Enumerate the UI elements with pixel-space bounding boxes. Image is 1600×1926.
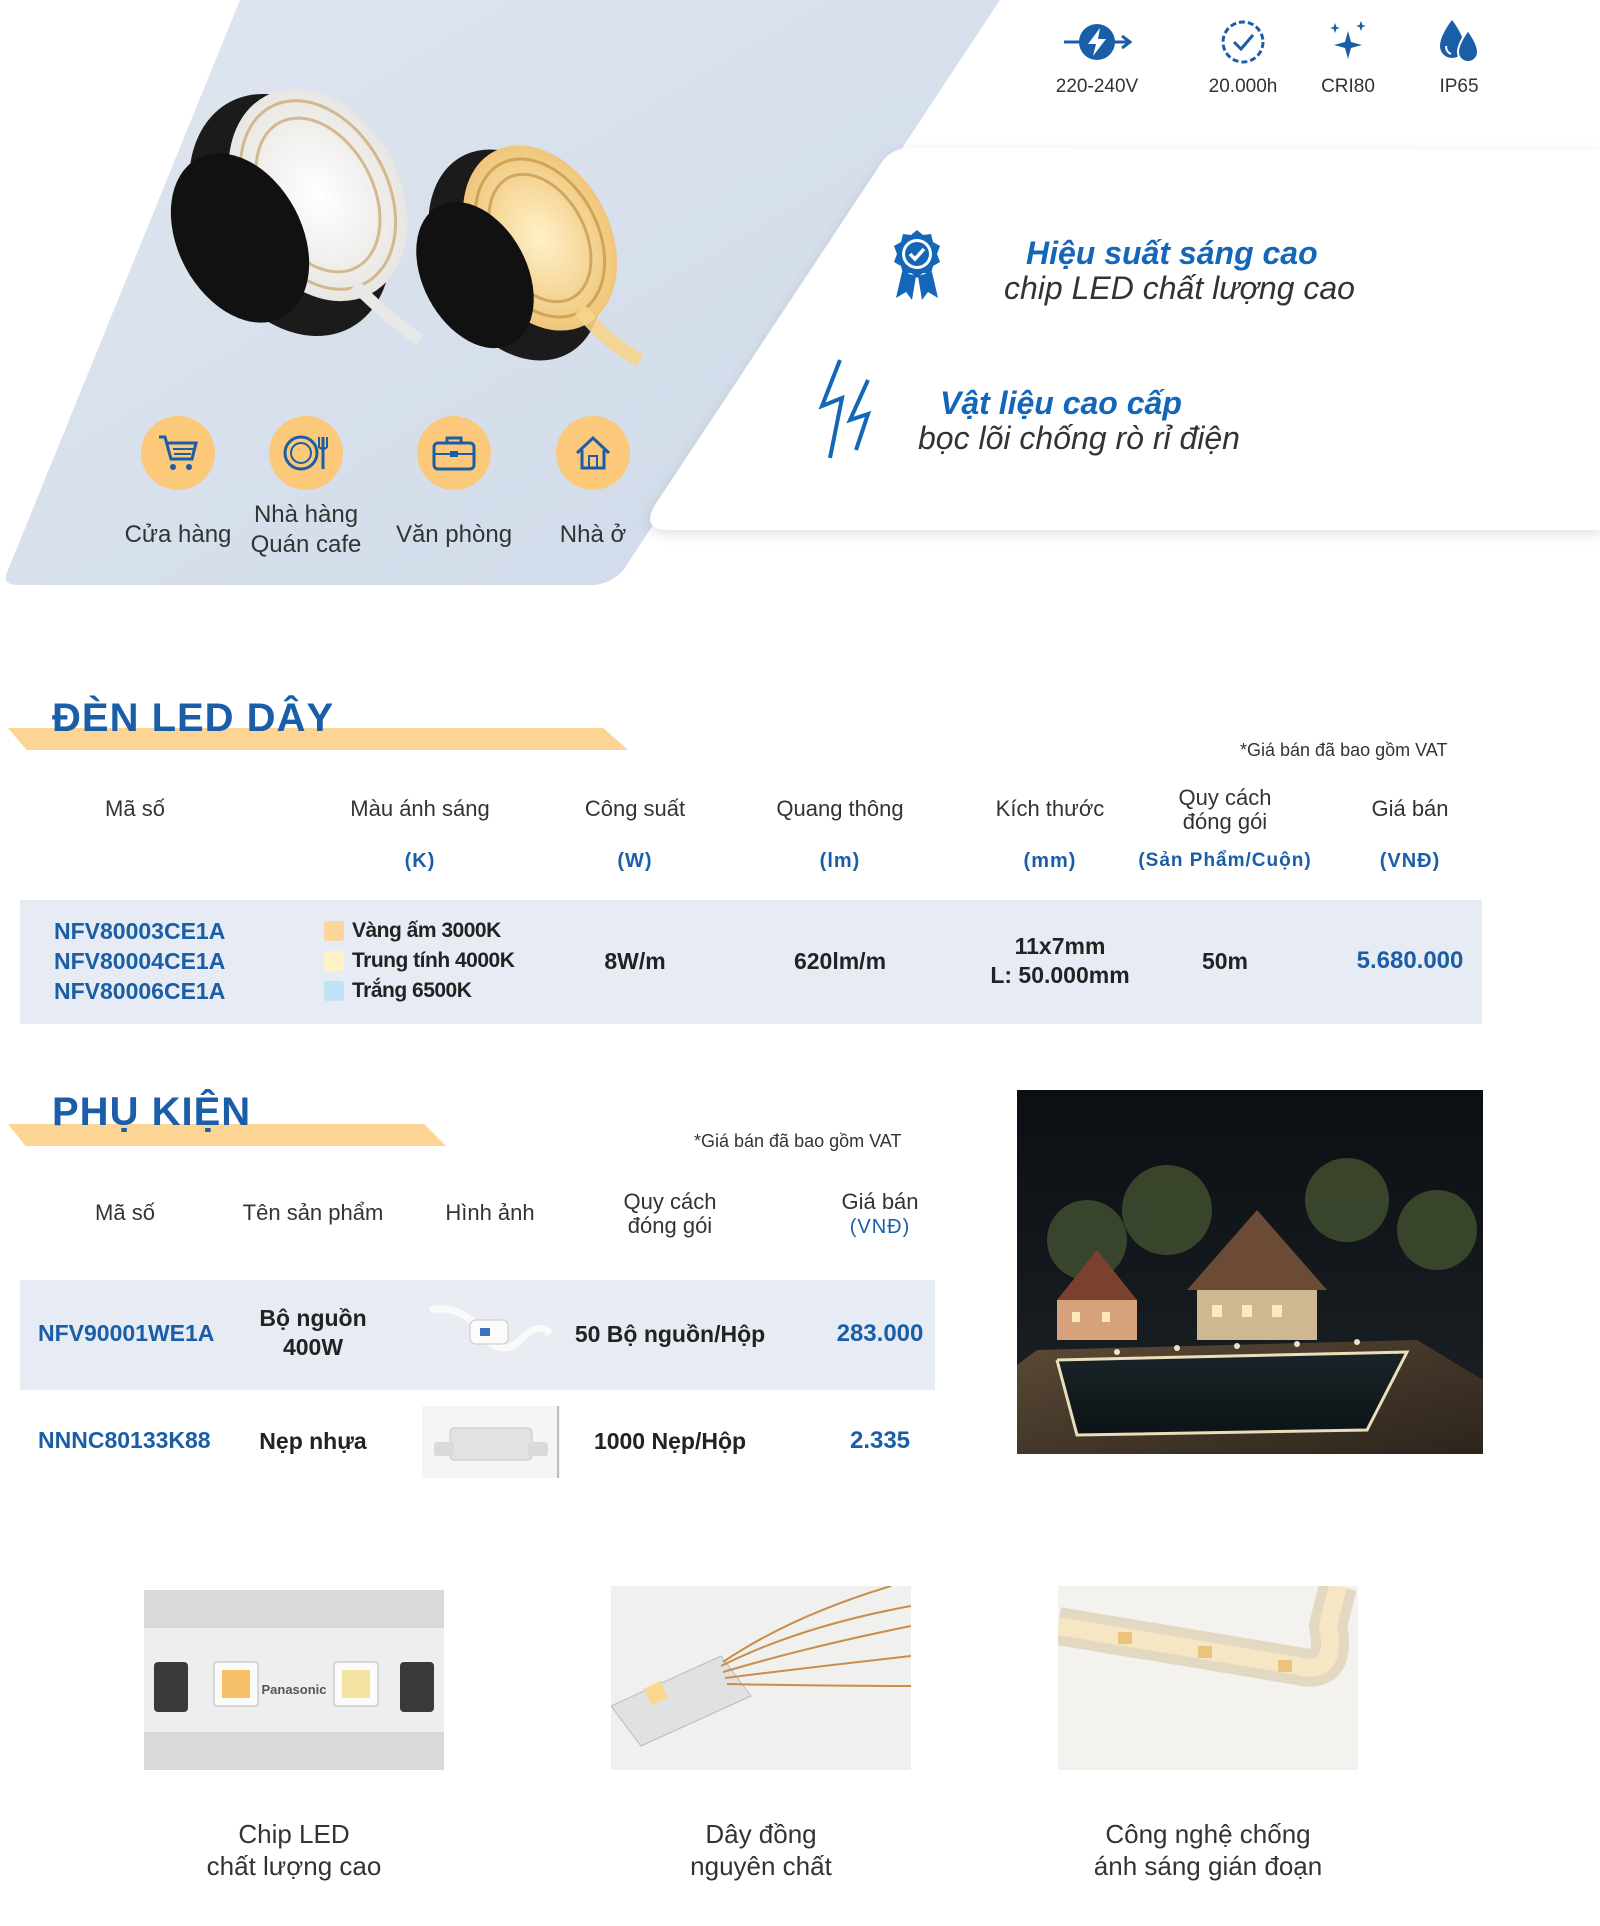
briefcase-icon — [430, 433, 478, 473]
bottom-feature-wire-line2: nguyên chất — [690, 1851, 832, 1881]
acc-name-1 — [238, 1304, 388, 1362]
bottom-feature-wire-caption — [611, 1818, 911, 1882]
acc-price-1: 283.000 — [836, 1320, 924, 1347]
led-size-line2: L: 50.000mm — [990, 962, 1130, 988]
led-vat-note: *Giá bán đã bao gồm VAT — [1240, 740, 1448, 760]
color-cool-label: Trắng 6500K — [352, 979, 472, 1002]
feature-material-title: Vật liệu cao cấp — [940, 385, 1182, 421]
usage-office-label: Văn phòng — [395, 521, 513, 548]
night-scene-photo — [1017, 1090, 1483, 1454]
led-header-size: Kích thước — [995, 796, 1105, 821]
usage-store-label: Cửa hàng — [124, 521, 232, 548]
usage-office — [389, 416, 519, 550]
led-size-line1: 11x7mm — [1014, 933, 1106, 959]
led-header-power-unit: (W) — [617, 850, 653, 872]
color-warm-swatch — [324, 921, 344, 941]
led-size — [960, 932, 1160, 990]
acc-header-price-unit: (VNĐ) — [849, 1216, 911, 1238]
acc-header-pack — [590, 1190, 750, 1238]
led-power: 8W/m — [604, 948, 666, 974]
bottom-feature-continuity-caption — [1058, 1818, 1358, 1882]
accessories-section-title: PHỤ KIỆN — [52, 1090, 252, 1134]
spec-voltage-label: 220-240V — [1055, 76, 1139, 97]
lifetime-clock-icon — [1218, 17, 1268, 67]
led-header-flux-unit: (lm) — [819, 850, 861, 872]
acc-name-2: Nẹp nhựa — [259, 1428, 367, 1454]
acc-pack-2: 1000 Nẹp/Hộp — [593, 1428, 747, 1454]
usage-restaurant-label-line2: Quán cafe — [250, 531, 362, 558]
color-cool-swatch — [324, 981, 344, 1001]
plate-cutlery-icon — [281, 433, 331, 473]
acc-header-price-label: Giá bán — [841, 1189, 919, 1214]
spec-cri-label: CRI80 — [1321, 76, 1375, 97]
color-warm — [324, 919, 501, 943]
acc-header-pack-line1: Quy cách — [623, 1189, 717, 1214]
spec-lifetime-label: 20.000h — [1208, 76, 1278, 97]
acc-header-code: Mã số — [95, 1200, 155, 1225]
led-flux: 620lm/m — [793, 948, 887, 974]
feature-efficiency-title: Hiệu suất sáng cao — [1026, 235, 1318, 271]
bottom-feature-chip-caption — [144, 1818, 444, 1882]
led-header-price: Giá bán — [1371, 796, 1449, 821]
panasonic-chip-marking: Panasonic — [261, 1682, 327, 1697]
acc-price-2: 2.335 — [849, 1427, 911, 1454]
color-warm-label: Vàng ấm 3000K — [352, 919, 501, 942]
color-neutral-label: Trung tính 4000K — [352, 949, 515, 972]
house-icon — [573, 433, 613, 473]
color-neutral — [324, 949, 514, 973]
quality-badge-icon — [888, 228, 946, 302]
bottom-feature-chip-line1: Chip LED — [238, 1819, 350, 1849]
copper-wire-photo — [611, 1586, 911, 1770]
spec-ip-label: IP65 — [1439, 76, 1479, 97]
usage-restaurant-label — [241, 500, 371, 560]
feature-material-subtitle: bọc lõi chống rò rỉ điện — [918, 420, 1240, 456]
acc-header-price — [810, 1190, 950, 1239]
led-header-color: Màu ánh sáng — [350, 796, 490, 821]
led-price: 5.680.000 — [1356, 947, 1464, 974]
usage-restaurant — [241, 416, 371, 560]
continuous-light-photo — [1058, 1586, 1358, 1770]
led-header-power: Công suất — [584, 796, 686, 821]
usage-store — [113, 416, 243, 550]
accessories-vat-note: *Giá bán đã bao gồm VAT — [694, 1131, 902, 1151]
acc-header-image: Hình ảnh — [445, 1200, 535, 1225]
power-adapter-image — [420, 1290, 560, 1382]
led-section-title: ĐÈN LED DÂY — [52, 696, 335, 740]
feature-efficiency-subtitle: chip LED chất lượng cao — [1004, 270, 1355, 306]
spec-voltage — [1032, 12, 1162, 98]
spec-ip — [1394, 12, 1524, 98]
led-header-size-unit: (mm) — [1023, 850, 1077, 872]
plastic-clip-image — [422, 1406, 560, 1478]
acc-code-1: NFV90001WE1A — [38, 1320, 215, 1346]
led-header-pack-line1: Quy cách — [1178, 785, 1272, 810]
color-neutral-swatch — [324, 951, 344, 971]
acc-header-pack-line2: đóng gói — [627, 1213, 713, 1238]
led-header-price-unit: (VNĐ) — [1379, 850, 1441, 872]
power-voltage-icon — [1062, 20, 1132, 64]
led-pack: 50m — [1201, 948, 1249, 974]
water-drop-icon — [1434, 16, 1484, 68]
led-header-code: Mã số — [105, 796, 165, 821]
shopping-cart-icon — [156, 433, 200, 473]
usage-home-label: Nhà ở — [559, 521, 627, 548]
lightning-icon — [818, 358, 880, 460]
acc-header-name: Tên sản phẩm — [242, 1200, 384, 1225]
acc-code-2: NNNC80133K88 — [38, 1427, 211, 1453]
led-header-pack — [1140, 786, 1310, 834]
sparkle-cri-icon — [1326, 17, 1370, 67]
bottom-feature-continuity-line1: Công nghệ chống — [1105, 1819, 1311, 1849]
led-code-2: NFV80004CE1A — [54, 948, 226, 974]
bottom-feature-continuity-line2: ánh sáng gián đoạn — [1093, 1851, 1323, 1881]
led-header-pack-unit: (Sản Phẩm/Cuộn) — [1138, 850, 1312, 871]
acc-pack-1: 50 Bộ nguồn/Hộp — [574, 1321, 766, 1347]
led-code-1: NFV80003CE1A — [54, 918, 226, 944]
led-header-flux: Quang thông — [776, 796, 904, 821]
acc-name-1-line1: Bộ nguồn — [259, 1305, 367, 1331]
chip-led-photo — [144, 1590, 444, 1770]
led-header-pack-line2: đóng gói — [1182, 809, 1268, 834]
bottom-feature-chip-line2: chất lượng cao — [206, 1851, 382, 1881]
color-cool — [324, 979, 471, 1003]
usage-restaurant-label-line1: Nhà hàng — [253, 501, 359, 528]
bottom-feature-wire-line1: Dây đồng — [705, 1819, 817, 1849]
led-header-color-unit: (K) — [404, 850, 436, 872]
usage-home — [528, 416, 658, 550]
acc-name-1-line2: 400W — [282, 1334, 344, 1360]
led-code-3: NFV80006CE1A — [54, 978, 226, 1004]
